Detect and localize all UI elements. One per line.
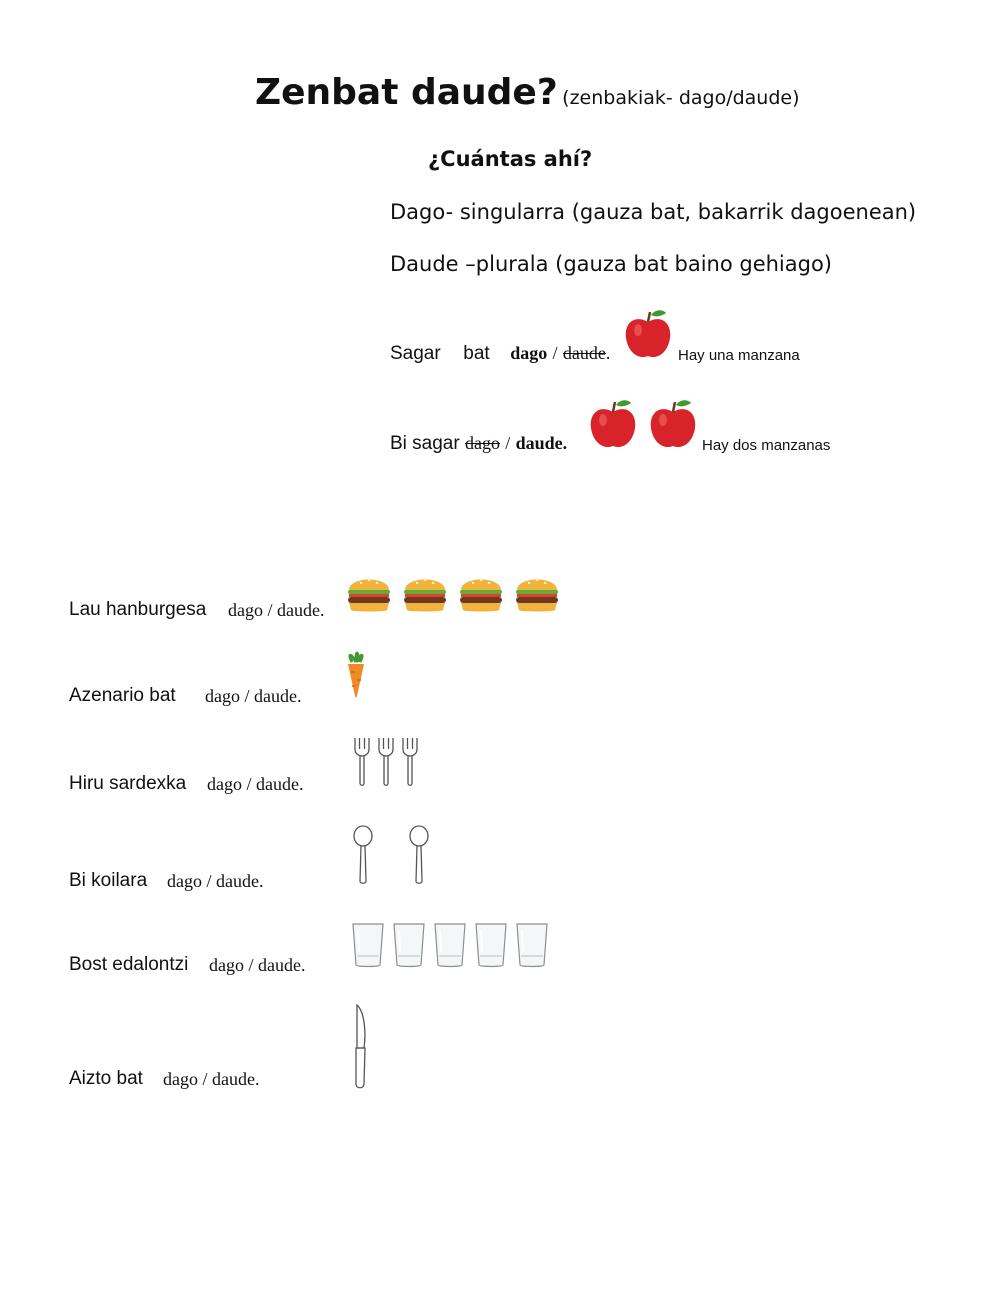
example-choice-correct: daude.	[515, 433, 568, 453]
exercise-label: Aizto bat	[69, 1068, 143, 1089]
exercise-choice[interactable]: dago / daude.	[209, 955, 306, 975]
example-images	[589, 398, 697, 450]
hamburger-icon	[346, 572, 392, 614]
exercise-choice[interactable]: dago / daude.	[167, 871, 264, 891]
spoon-icon	[351, 825, 375, 885]
example-images	[624, 308, 672, 360]
apple-icon	[649, 398, 697, 450]
exercise-choice[interactable]: dago / daude.	[163, 1069, 260, 1089]
exercise-label: Lau hanburgesa	[69, 599, 207, 620]
glass-icon	[475, 922, 507, 968]
knife-icon	[351, 1004, 369, 1090]
hamburger-icon	[458, 572, 504, 614]
subtitle: ¿Cuántas ahí?	[428, 147, 593, 171]
glass-icon	[393, 922, 425, 968]
example-choice-wrong: daude	[562, 343, 606, 363]
example-separator: /	[505, 433, 511, 453]
rule-singular: Dago- singularra (gauza bat, bakarrik dagoenean)	[390, 200, 917, 224]
example-separator: /	[552, 343, 558, 363]
example-choice-wrong: dago	[464, 433, 500, 453]
exercise-images	[351, 1004, 369, 1090]
fork-icon	[401, 737, 419, 787]
example-translation: Hay una manzana	[678, 347, 800, 364]
fork-icon	[377, 737, 395, 787]
exercise-images	[353, 737, 419, 787]
exercise-images	[344, 650, 368, 698]
exercise-images	[352, 922, 548, 968]
example-choice-correct: dago	[510, 343, 548, 363]
exercise-label: Bost edalontzi	[69, 954, 189, 975]
title-sub: (zenbakiak- dago/daude)	[562, 87, 800, 109]
apple-icon	[589, 398, 637, 450]
exercise-images	[351, 825, 431, 885]
spoon-icon	[407, 825, 431, 885]
exercise-label: Hiru sardexka	[69, 773, 187, 794]
hamburger-icon	[402, 572, 448, 614]
hamburger-icon	[514, 572, 560, 614]
glass-icon	[516, 922, 548, 968]
example-plural	[390, 433, 567, 455]
glass-icon	[434, 922, 466, 968]
example-word: Bi sagar	[390, 433, 460, 454]
fork-icon	[353, 737, 371, 787]
exercise-images	[346, 572, 560, 614]
exercise-label: Azenario bat	[69, 685, 176, 706]
example-translation: Hay dos manzanas	[702, 437, 831, 454]
exercise-choice[interactable]: dago / daude.	[207, 774, 304, 794]
page-title	[255, 72, 800, 113]
carrot-icon	[344, 650, 368, 698]
rule-plural: Daude –plurala (gauza bat baino gehiago)	[390, 252, 833, 276]
exercise-label: Bi koilara	[69, 870, 148, 891]
example-singular: Sagar bat dago / daude.	[390, 343, 611, 364]
apple-icon	[624, 308, 672, 360]
example-word: bat	[463, 343, 490, 364]
title-main: Zenbat daude?	[255, 72, 558, 113]
exercise-choice[interactable]: dago / daude.	[228, 600, 325, 620]
example-word: Sagar	[390, 343, 441, 364]
exercise-choice[interactable]: dago / daude.	[205, 686, 302, 706]
glass-icon	[352, 922, 384, 968]
